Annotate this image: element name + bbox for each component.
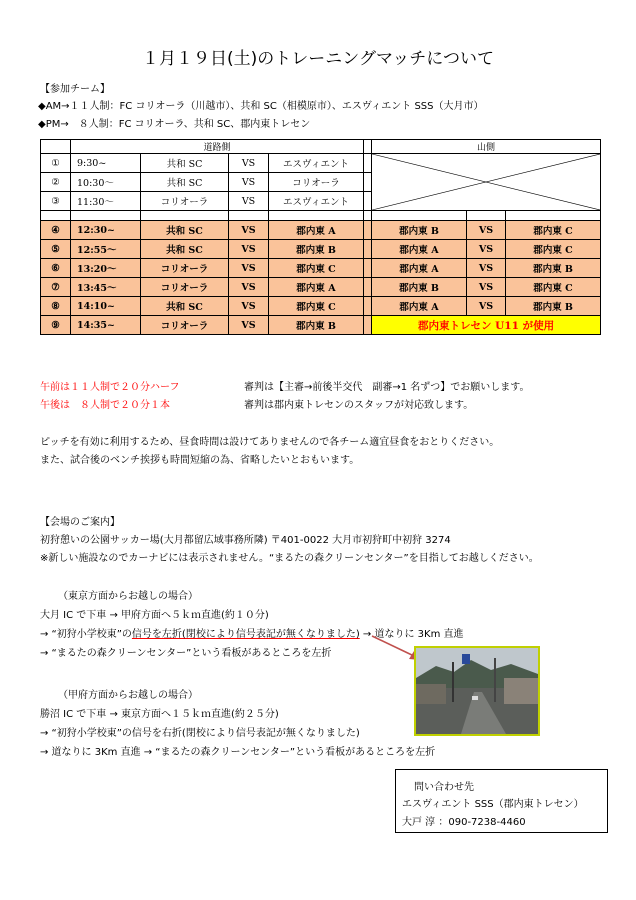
contact-organization: エスヴィエント SSS（郡内東トレセン） (402, 799, 584, 810)
mountain-team-home: 郡内東 A (372, 259, 467, 278)
match-number: ⑨ (41, 316, 71, 335)
team-home: 共和 SC (141, 297, 229, 316)
teams-heading: 【参加チーム】 (40, 84, 110, 95)
match-time: 11:30～ (71, 192, 141, 211)
team-away: エスヴィエント (269, 192, 364, 211)
team-away: 郡内東 C (269, 259, 364, 278)
tokyo-route-step-3: → “まるたの森クリーンセンター”という看板があるところを左折 (40, 648, 332, 659)
mountain-team-home: 郡内東 A (372, 240, 467, 259)
vs-label: VS (229, 154, 269, 173)
schedule-header-row (41, 140, 601, 154)
teams-pm-line: ◆PM→ ８人制：FC コリオーラ、共和 SC、郡内東トレセン (38, 119, 311, 130)
mountain-team-home: 郡内東 A (372, 297, 467, 316)
match-number: ⑧ (41, 297, 71, 316)
match-time: 14:10~ (71, 297, 141, 316)
kofu-route-step-1: 勝沼 IC で下車 → 東京方面へ１５ｋｍ直進(約２５分) (40, 709, 279, 720)
team-home: 共和 SC (141, 240, 229, 259)
mountain-team-home: 郡内東 B (372, 278, 467, 297)
mountain-side-header: 山側 (372, 140, 601, 154)
match-number: ⑦ (41, 278, 71, 297)
tokyo-step-2-start: → “初狩小学校東”の (40, 629, 132, 640)
bench-greeting-note: また、試合後のベンチ挨拶も時間短縮の為、省略したいとおもいます。 (40, 455, 360, 466)
tokyo-step-2-end: → 道なりに 3Km 直進 (359, 629, 464, 640)
vs-label: VS (229, 192, 269, 211)
mountain-team-away: 郡内東 C (506, 240, 601, 259)
team-away: 郡内東 A (269, 278, 364, 297)
pm-format-label: 午後は ８人制で２０分１本 (40, 400, 170, 411)
tresen-u11-note: 郡内東トレセン U11 が使用 (372, 316, 601, 335)
team-home: コリオーラ (141, 259, 229, 278)
cross-out-mark (372, 154, 600, 210)
match-number: ⑤ (41, 240, 71, 259)
venue-heading: 【会場のご案内】 (40, 517, 120, 528)
schedule-gap-row (41, 211, 601, 221)
mountain-side-unused (372, 154, 601, 211)
vs-label: VS (229, 173, 269, 192)
vs-label: VS (229, 297, 269, 316)
pm-referee-note: 審判は郡内東トレセンのスタッフが対応致します。 (244, 400, 474, 411)
match-time: 13:45～ (71, 278, 141, 297)
team-away: 郡内東 B (269, 316, 364, 335)
vs-label: VS (229, 221, 269, 240)
team-home: コリオーラ (141, 192, 229, 211)
schedule-row (41, 154, 601, 173)
schedule-row (41, 221, 601, 240)
contact-person-phone: 大戸 淳 ：090-7238-4460 (402, 817, 526, 828)
team-home: 共和 SC (141, 173, 229, 192)
schedule-row (41, 278, 601, 297)
mountain-vs-label: VS (467, 259, 506, 278)
schedule-table (40, 139, 601, 335)
mountain-vs-label: VS (467, 278, 506, 297)
vs-label: VS (229, 240, 269, 259)
team-away: 郡内東 C (269, 297, 364, 316)
venue-address: 初狩憩いの公園サッカー場(大月都留広域事務所隣) 〒401-0022 大月市初狩町中初狩 3274 (40, 535, 451, 546)
am-referee-note: 審判は【主審→前後半交代 副審→1 名ずつ】でお願いします。 (244, 382, 530, 393)
team-home: 共和 SC (141, 154, 229, 173)
match-number: ④ (41, 221, 71, 240)
team-home: コリオーラ (141, 278, 229, 297)
match-time: 10:30～ (71, 173, 141, 192)
venue-navi-note: ※新しい施設なのでカーナビには表示されません。“まるたの森クリーンセンター”を目指してお越しください。 (40, 553, 539, 564)
match-number: ② (41, 173, 71, 192)
match-time: 12:55～ (71, 240, 141, 259)
tokyo-route-step-1: 大月 IC で下車 → 甲府方面へ５ｋｍ直進(約１０分) (40, 610, 269, 621)
match-number: ③ (41, 192, 71, 211)
mountain-vs-label: VS (467, 240, 506, 259)
team-away: 郡内東 A (269, 221, 364, 240)
kofu-route-step-3: → 道なりに 3Km 直進 → “まるたの森クリーンセンター”という看板があるところを左折 (40, 747, 436, 758)
mountain-team-away: 郡内東 C (506, 278, 601, 297)
match-number: ⑥ (41, 259, 71, 278)
match-time: 12:30~ (71, 221, 141, 240)
am-format-label: 午前は１１人制で２０分ハーフ (40, 382, 180, 393)
tokyo-route-heading: （東京方面からお越しの場合） (58, 591, 198, 602)
teams-am-line: ◆AM→１１人制：FC コリオーラ（川越市）、共和 SC（相模原市）、エスヴィエント SSS（大月市） (38, 101, 484, 112)
team-home: 共和 SC (141, 221, 229, 240)
contact-box (395, 769, 608, 833)
intersection-photo-image (416, 648, 538, 734)
mountain-team-away: 郡内東 B (506, 297, 601, 316)
team-away: エスヴィエント (269, 154, 364, 173)
kofu-route-heading: （甲府方面からお越しの場合） (58, 690, 198, 701)
schedule-row (41, 316, 601, 335)
team-away: 郡内東 B (269, 240, 364, 259)
match-time: 13:20～ (71, 259, 141, 278)
vs-label: VS (229, 259, 269, 278)
vs-label: VS (229, 316, 269, 335)
mountain-team-home: 郡内東 B (372, 221, 467, 240)
mountain-team-away: 郡内東 C (506, 221, 601, 240)
schedule-row (41, 297, 601, 316)
team-away: コリオーラ (269, 173, 364, 192)
match-number: ① (41, 154, 71, 173)
mountain-vs-label: VS (467, 221, 506, 240)
match-time: 14:35~ (71, 316, 141, 335)
mountain-vs-label: VS (467, 297, 506, 316)
vs-label: VS (229, 278, 269, 297)
lunch-note: ピッチを有効に利用するため、昼食時間は設けてありませんので各チーム適宜昼食をおとりください。 (40, 437, 500, 448)
schedule-row (41, 259, 601, 278)
mountain-team-away: 郡内東 B (506, 259, 601, 278)
contact-heading: 問い合わせ先 (414, 782, 474, 793)
team-home: コリオーラ (141, 316, 229, 335)
road-side-header: 道路側 (71, 140, 364, 154)
tokyo-step-2-turn: 信号を左折(閉校により信号表記が無くなりました) (131, 629, 360, 640)
intersection-photo (414, 646, 540, 736)
match-time: 9:30~ (71, 154, 141, 173)
page-title: １月１９日(土)のトレーニングマッチについて (142, 49, 494, 69)
kofu-route-step-2: → “初狩小学校東”の信号を右折(閉校により信号表記が無くなりました) (40, 728, 360, 739)
schedule-row (41, 240, 601, 259)
